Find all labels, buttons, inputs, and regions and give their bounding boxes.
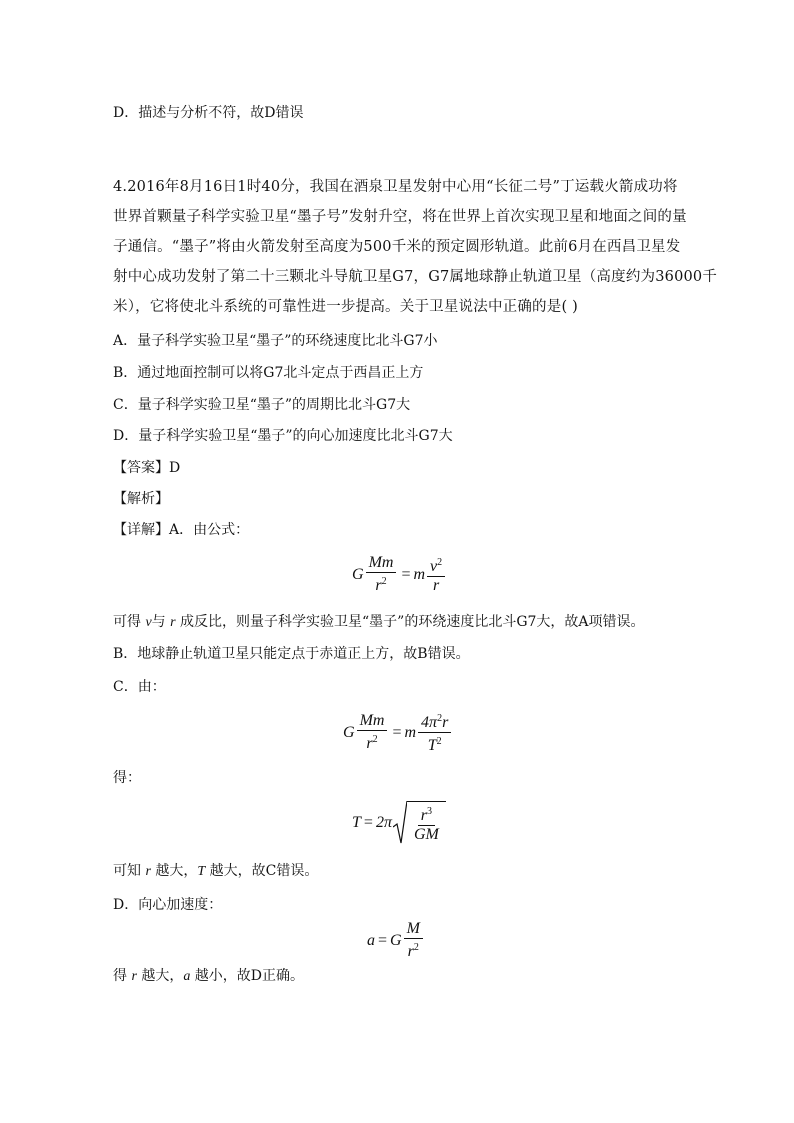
formula-symbol: T [352, 814, 361, 831]
fraction [404, 921, 423, 960]
detail-d-intro: D．向心加速度： [113, 897, 223, 913]
answer-label: 【答案】D [113, 460, 181, 476]
previous-option-d-explanation: D．描述与分析不符，故D错误 [113, 105, 304, 121]
equals-sign: = [363, 814, 373, 831]
conclusion-c: 可知 r 越大，T 越大，故C错误。 [113, 863, 319, 879]
question-text-line-4: 射中心成功发射了第二十三颗北斗导航卫星G7，G7属地球静止轨道卫星（高度约为36000千 [113, 269, 718, 285]
formula-symbol: G [343, 723, 355, 741]
fraction [366, 555, 397, 594]
formula-coefficient: 2π [375, 814, 392, 831]
conclusion-b: B．地球静止轨道卫星只能定点于赤道正上方，故B错误。 [113, 646, 470, 662]
conclusion-a: 可得 v与 r 成反比，则量子科学实验卫星“墨子”的环绕速度比北斗G7大，故A项错误。 [113, 614, 645, 630]
numerator: $v^2$ [427, 555, 445, 577]
denominator: $r^2$ [375, 576, 387, 594]
analysis-label: 【解析】 [113, 491, 169, 507]
numerator: M [404, 921, 423, 939]
formula-acceleration [367, 921, 425, 960]
numerator: $r^3$ [418, 804, 435, 826]
equals-sign: = [378, 931, 388, 949]
question-text-line-2: 世界首颗量子科学实验卫星“墨子号”发射升空，将在世界上首次实现卫星和地面之间的量 [113, 209, 687, 225]
formula-gravity-period [343, 711, 453, 754]
formula-gravity-velocity [352, 555, 447, 594]
conclusion-d: 得 r 越大，a 越小，故D正确。 [113, 968, 305, 984]
option-c: C．量子科学实验卫星“墨子”的周期比北斗G7大 [113, 397, 411, 413]
option-a: A．量子科学实验卫星“墨子”的环绕速度比北斗G7小 [113, 333, 438, 349]
question-text-line-5: 米），它将使北斗系统的可靠性进一步提高。关于卫星说法中正确的是( ) [113, 299, 578, 315]
denominator: $T^2$ [427, 736, 442, 754]
formula-symbol: G [352, 565, 364, 583]
question-text-line-1: 4.2016年8月16日1时40分，我国在酒泉卫星发射中心用“长征二号”丁运载火箭成功将 [113, 179, 678, 195]
question-text-line-3: 子通信。“墨子”将由火箭发射至高度为500千米的预定圆形轨道。此前6月在西昌卫星发 [113, 239, 681, 255]
fraction [427, 555, 445, 594]
equals-sign: = [392, 723, 402, 741]
detail-c-intro: C．由： [113, 679, 166, 695]
radical-sign-icon [393, 801, 407, 845]
detail-a-intro: 【详解】A．由公式： [113, 522, 250, 538]
numerator: Mm [366, 555, 397, 573]
formula-symbol: G [390, 931, 402, 949]
denominator: $r^2$ [366, 734, 378, 752]
option-d: D．量子科学实验卫星“墨子”的向心加速度比北斗G7大 [113, 428, 453, 444]
denominator: r [432, 577, 440, 594]
equals-sign: = [401, 565, 411, 583]
denominator: $r^2$ [407, 942, 419, 960]
option-b: B．通过地面控制可以将G7北斗定点于西昌正上方 [113, 365, 424, 381]
fraction [411, 804, 442, 845]
formula-period [352, 801, 446, 845]
square-root [393, 801, 446, 845]
numerator: Mm [357, 713, 388, 731]
fraction [418, 711, 451, 754]
numerator: $4\pi^2r$ [418, 711, 451, 733]
fraction [357, 713, 388, 752]
denominator: GM [413, 826, 439, 843]
formula-symbol: a [367, 931, 375, 949]
therefore-label: 得： [113, 770, 141, 786]
formula-symbol: m [413, 565, 426, 583]
formula-symbol: m [404, 723, 417, 741]
